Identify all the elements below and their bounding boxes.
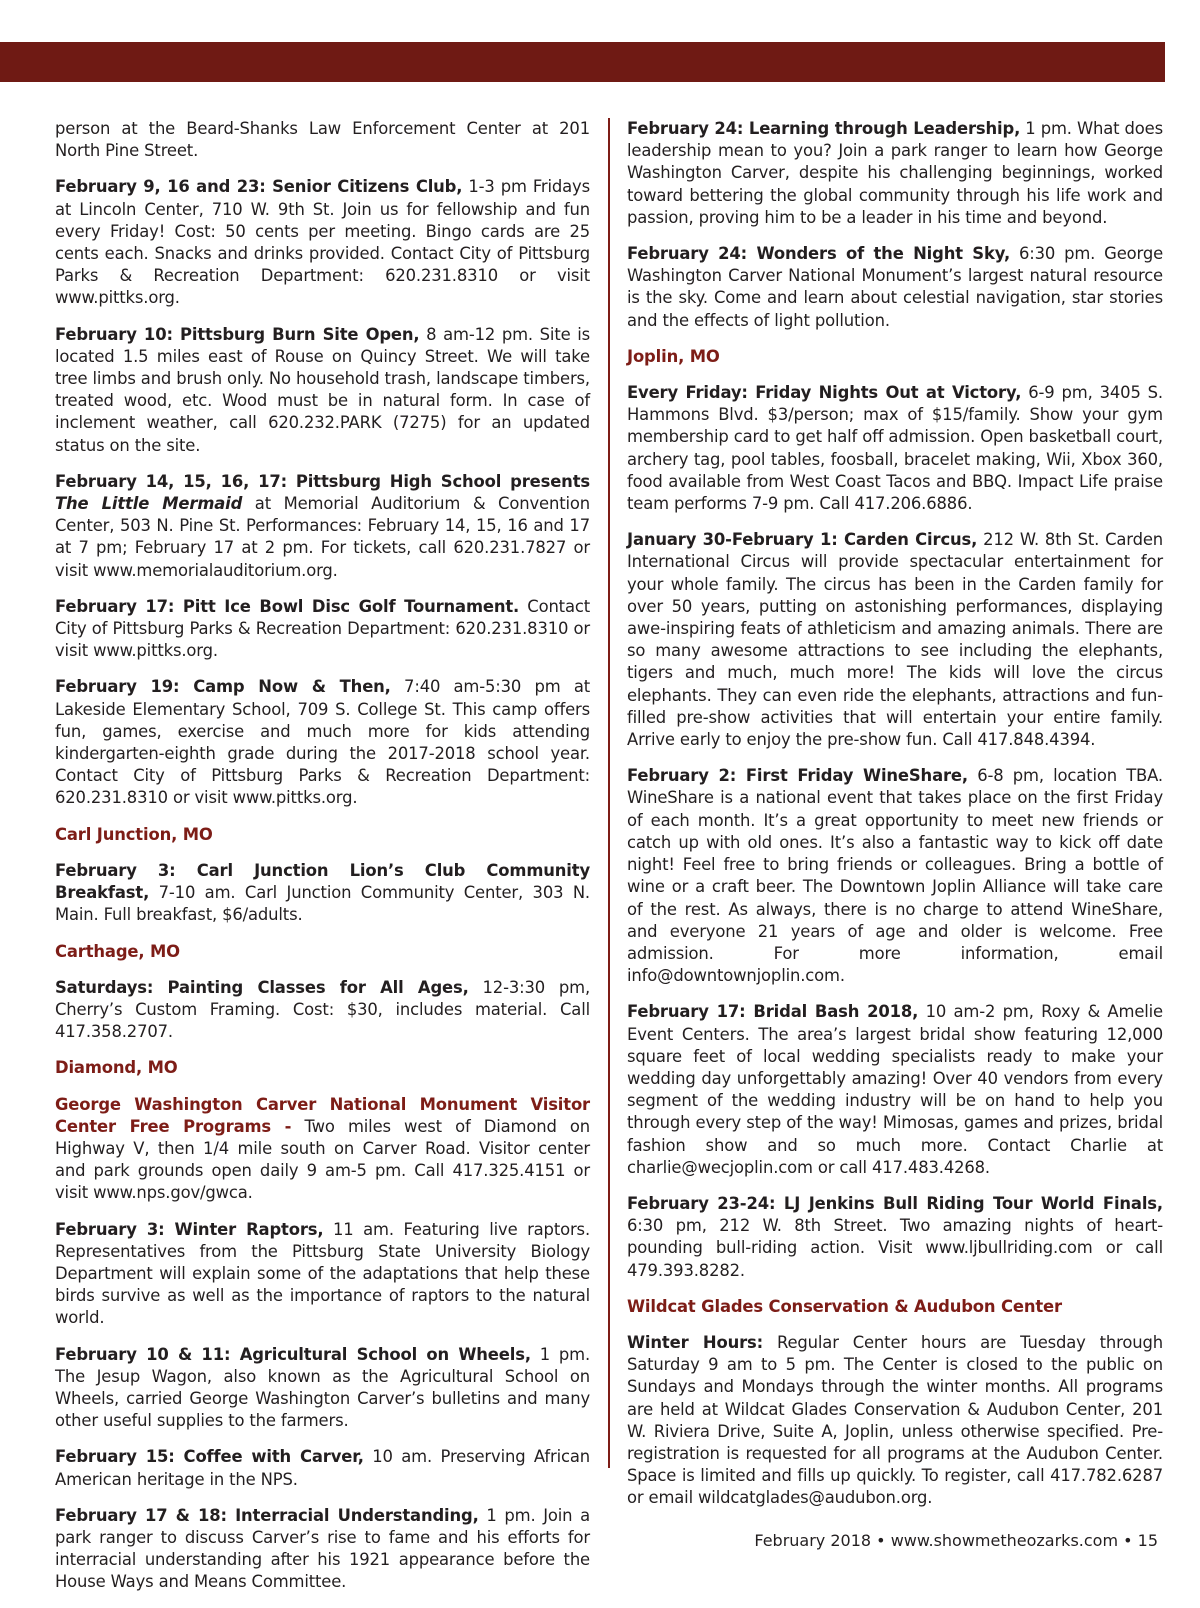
- event-entry: February 17: Bridal Bash 2018, 10 am-2 pm, Roxy & Amelie Event Centers. The area’s largest bridal show featuring 12,000 square feet of local wedding specialists ready to make your wedding day unforgettably amazing! Over 40 vendors from every segment of the wedding industry will be on hand to help you through every step of the way! Mimosas, games and prizes, bridal fashion show and so much more. Contact Charlie at charlie@wecjoplin.com or call 417.483.4268.: [627, 1002, 1163, 1177]
- event-entry: February 19: Camp Now & Then, 7:40 am-5:30 pm at Lakeside Elementary School, 709 S. College St. This camp offers fun, games, exercise and much more for kids attending kindergarten-eighth grade during the 2017-2018 school year. Contact City of Pittsburg Parks & Recreation Department: 620.231.8310 or visit www.pittks.org.: [55, 677, 590, 808]
- event-title: February 14, 15, 16, 17: Pittsburg High School presents: [55, 471, 590, 491]
- event-entry: February 9, 16 and 23: Senior Citizens Club, 1-3 pm Fridays at Lincoln Center, 710 W. 9th St. Join us for fellowship and fun every Friday! Cost: 50 cents per meeting. Bingo cards are 25 cents each. Snacks and drinks provided. Contact City of Pittsburg Parks & Recreation Department: 620.231.8310 or visit www.pittks.org.: [55, 177, 590, 308]
- event-entry: February 14, 15, 16, 17: Pittsburg High School presents The Little Mermaid at Memorial Auditorium & Convention Center, 503 N. Pine St. Performances: February 14, 15, 16 and 17 at 7 pm; February 17 at 2 pm. For tickets, call 620.231.7827 or visit www.memorialauditorium.org.: [55, 471, 590, 580]
- event-title: February 15: Coffee with Carver,: [55, 1447, 364, 1467]
- page-footer: February 2018 • www.showmetheozarks.com • 15: [754, 1531, 1158, 1550]
- event-title: February 19: Camp Now & Then,: [55, 677, 391, 697]
- event-title: February 3: Winter Raptors,: [55, 1219, 324, 1239]
- event-entry: Winter Hours: Regular Center hours are Tuesday through Saturday 9 am to 5 pm. The Center is closed to the public on Sundays and Mondays through the winter months. All programs are held at Wildcat Glades Conservation & Audubon Center, 201 W. Riviera Drive, Suite A, Joplin, unless otherwise specified. Pre-registration is requested for all programs at the Audubon Center. Space is limited and fills up quickly. To register, call 417.782.6287 or email wildcatglades@audubon.org.: [627, 1332, 1163, 1508]
- event-entry: February 3: Winter Raptors, 11 am. Featuring live raptors. Representatives from the Pittsburg State University Biology Department will explain some of the adaptations that help these birds survive as well as the importance of raptors to the natural world.: [55, 1219, 591, 1328]
- event-entry: January 30-February 1: Carden Circus, 212 W. 8th St. Carden International Circus will provide spectacular entertainment for your whole family. The circus has been in the Carden family for over 50 years, putting on astonishing performances, displaying awe-inspiring feats of athleticism and amazing animals. There are so many awesome attractions to see including the elephants, tigers and much, much more! The kids will love the circus elephants. They can even ride the elephants, attractions and fun-filled pre-show activities that will entertain your entire family. Arrive early to enjoy the pre-show fun. Call 417.848.4394.: [627, 530, 1164, 750]
- event-entry: February 10 & 11: Agricultural School on Wheels, 1 pm. The Jesup Wagon, also known as the Agricultural School on Wheels, carried George Washington Carver’s bulletins and many other useful supplies to the farmers.: [55, 1344, 591, 1431]
- event-entry: Saturdays: Painting Classes for All Ages, 12-3:30 pm, Cherry’s Custom Framing. Cost: $30, includes material. Call 417.358.2707.: [55, 977, 590, 1042]
- event-title: Every Friday: Friday Nights Out at Victory,: [627, 383, 1022, 403]
- event-entry: February 17 & 18: Interracial Understanding, 1 pm. Join a park ranger to discuss Carver’s rise to fame and his efforts for interracial understanding after his 1921 appearance before the House Ways and Means Committee.: [55, 1505, 591, 1592]
- event-entry: February 17: Pitt Ice Bowl Disc Golf Tournament. Contact City of Pittsburg Parks & Recreation Department: 620.231.8310 or visit www.pittks.org.: [55, 596, 590, 661]
- event-title: February 17 & 18: Interracial Understanding,: [55, 1505, 479, 1525]
- section-heading-wildcat-glades: Wildcat Glades Conservation & Audubon Center: [627, 1296, 1062, 1316]
- right-column: [627, 118, 1163, 1524]
- column-divider: [608, 118, 610, 1468]
- event-entry: February 23-24: LJ Jenkins Bull Riding Tour World Finals, 6:30 pm, 212 W. 8th Street. Two amazing nights of heart-pounding bull-riding action. Visit www.ljbullriding.com or call 479.393.8282.: [627, 1193, 1163, 1280]
- event-title: February 10 & 11: Agricultural School on Wheels,: [55, 1344, 531, 1364]
- section-heading-carl-junction: Carl Junction, MO: [55, 824, 213, 844]
- event-title: February 2: First Friday WineShare,: [627, 766, 968, 786]
- event-entry: February 24: Learning through Leadership, 1 pm. What does leadership mean to you? Join a park ranger to learn how George Washington Carver, despite his challenging beginnings, worked toward bettering the global community through his life work and passion, proving him to be a leader in his time and beyond.: [627, 119, 1164, 227]
- event-title: February 10: Pittsburg Burn Site Open,: [55, 324, 420, 344]
- event-title: Winter Hours:: [627, 1332, 764, 1352]
- header-bar: [0, 42, 1165, 82]
- event-title: February 3: Carl Junction Lion’s Club Community Breakfast,: [55, 860, 590, 903]
- event-entry: person at the Beard-Shanks Law Enforcement Center at 201 North Pine Street.: [55, 119, 590, 161]
- event-title: George Washington Carver National Monument Visitor Center Free Programs -: [55, 1094, 590, 1136]
- event-entry: Every Friday: Friday Nights Out at Victory, 6-9 pm, 3405 S. Hammons Blvd. $3/person; max of $15/family. Show your gym membership card to get half off admission. Open basketball court, archery tag, pool tables, foosball, bracelet making, Wii, Xbox 360, food available from West Coast Tacos and BBQ. Impact Life praise team performs 7-9 pm. Call 417.206.6886.: [627, 383, 1163, 514]
- event-title: February 24: Wonders of the Night Sky,: [627, 244, 1011, 264]
- section-heading-carthage: Carthage, MO: [55, 941, 180, 961]
- event-entry: George Washington Carver National Monument Visitor Center Free Programs - Two miles west of Diamond on Highway V, then 1/4 mile south on Carver Road. Visitor center and park grounds open daily 9 am-5 pm. Call 417.325.4151 or visit www.nps.gov/gwca.: [55, 1094, 590, 1203]
- event-entry: February 10: Pittsburg Burn Site Open, 8 am-12 pm. Site is located 1.5 miles east of Rouse on Quincy Street. We will take tree limbs and brush only. No household trash, landscape timbers, treated wood, etc. Wood must be in natural form. In case of inclement weather, call 620.232.PARK (7275) for an updated status on the site.: [55, 324, 590, 455]
- section-heading-joplin: Joplin, MO: [627, 346, 720, 366]
- event-title: February 9, 16 and 23: Senior Citizens Club,: [55, 177, 463, 197]
- event-entry: February 15: Coffee with Carver, 10 am. Preserving African American heritage in the NPS.: [55, 1447, 590, 1489]
- left-column: [55, 118, 590, 1608]
- event-title: Saturdays: Painting Classes for All Ages,: [55, 977, 469, 997]
- event-title: January 30-February 1: Carden Circus,: [627, 530, 978, 550]
- event-entry: February 2: First Friday WineShare, 6-8 pm, location TBA. WineShare is a national event that takes place on the first Friday of each month. It’s a great opportunity to meet new friends or catch up with old ones. It’s also a fantastic way to kick off date night! Feel free to bring friends or colleagues. Bring a bottle of wine or a craft beer. The Downtown Joplin Alliance will take care of the rest. As always, there is no charge to attend WineShare, and everyone 21 years of age and older is welcome. Free admission. For more information, email info@downtownjoplin.com.: [627, 766, 1163, 986]
- event-entry: February 24: Wonders of the Night Sky, 6:30 pm. George Washington Carver National Monument’s largest natural resource is the sky. Come and learn about celestial navigation, star stories and the effects of light pollution.: [627, 244, 1164, 330]
- event-entry: February 3: Carl Junction Lion’s Club Community Breakfast, 7-10 am. Carl Junction Community Center, 303 N. Main. Full breakfast, $6/adults.: [55, 860, 590, 925]
- event-title: February 24: Learning through Leadership,: [627, 119, 1021, 138]
- event-title: February 17: Bridal Bash 2018,: [627, 1002, 919, 1022]
- event-title: February 23-24: LJ Jenkins Bull Riding Tour World Finals,: [627, 1193, 1163, 1213]
- show-title: The Little Mermaid: [55, 494, 243, 514]
- section-heading-diamond: Diamond, MO: [55, 1058, 178, 1078]
- event-title: February 17: Pitt Ice Bowl Disc Golf Tournament.: [55, 596, 520, 616]
